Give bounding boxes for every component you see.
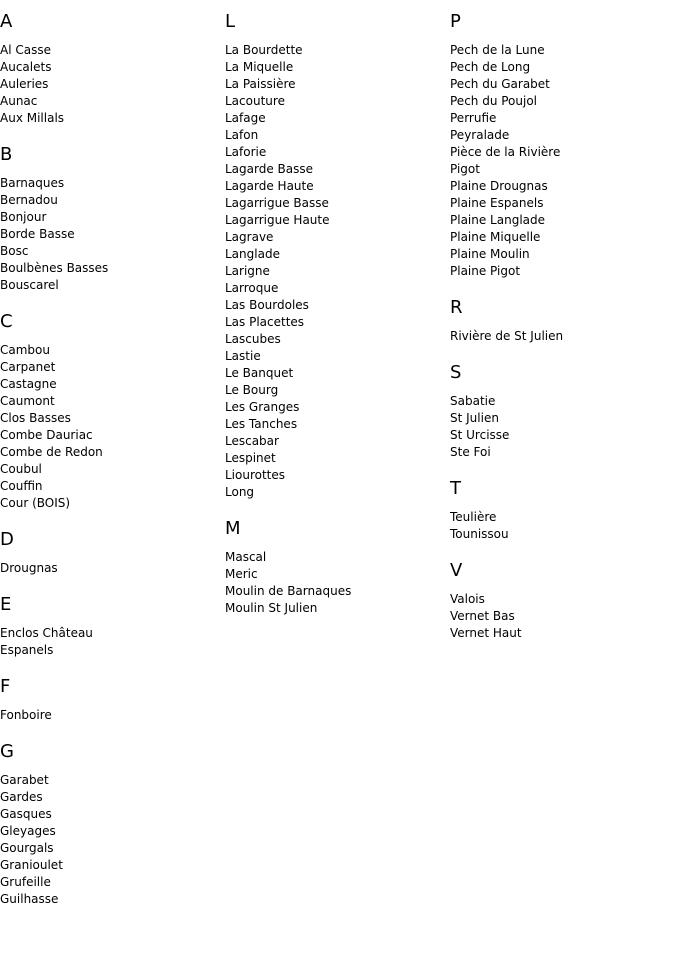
- place-name: Cambou: [0, 343, 50, 357]
- place-name-list: [0, 772, 220, 908]
- place-name: Drougnas: [0, 561, 58, 575]
- letter-section: [0, 677, 220, 724]
- place-name: Pièce de la Rivière: [450, 145, 561, 159]
- place-name: Gleyages: [0, 824, 56, 838]
- place-name: Clos Basses: [0, 411, 71, 425]
- place-name: Auleries: [0, 77, 49, 91]
- letter-section: [450, 479, 670, 543]
- place-name: Lastie: [225, 349, 261, 363]
- place-name: Grufeille: [0, 875, 51, 889]
- place-name: La Miquelle: [225, 60, 294, 74]
- place-name: Pech de la Lune: [450, 43, 545, 57]
- place-name: Long: [225, 485, 255, 499]
- place-name: Boulbènes Basses: [0, 261, 109, 275]
- place-name: Barnaques: [0, 176, 65, 190]
- place-name-list: [0, 342, 220, 512]
- place-name: Gourgals: [0, 841, 54, 855]
- letter-section: [0, 12, 220, 127]
- section-letter-heading: R: [450, 297, 463, 318]
- place-name: Cour (BOIS): [0, 496, 71, 510]
- letter-section: [0, 595, 220, 659]
- place-name: Gasques: [0, 807, 52, 821]
- place-name: Aux Millals: [0, 111, 65, 125]
- place-name-list: [0, 175, 220, 294]
- place-name: Moulin St Julien: [225, 601, 318, 615]
- place-name: Lagrave: [225, 230, 274, 244]
- place-name-list: [0, 707, 220, 724]
- place-name: Castagne: [0, 377, 57, 391]
- place-name: La Bourdette: [225, 43, 303, 57]
- place-name: Plaine Drougnas: [450, 179, 548, 193]
- letter-section: [0, 530, 220, 577]
- place-name: Fonboire: [0, 708, 52, 722]
- letter-section: [225, 519, 445, 617]
- section-letter-heading: S: [450, 362, 462, 383]
- index-column: [450, 12, 670, 660]
- place-name: Lafage: [225, 111, 266, 125]
- place-name: Lafon: [225, 128, 259, 142]
- place-name: Peyralade: [450, 128, 510, 142]
- letter-section: [450, 12, 670, 280]
- place-name: Moulin de Barnaques: [225, 584, 352, 598]
- letter-section: [225, 12, 445, 501]
- place-name: Coubul: [0, 462, 42, 476]
- section-letter-heading: V: [450, 560, 463, 581]
- place-name: Lagarde Haute: [225, 179, 314, 193]
- place-name: Gardes: [0, 790, 43, 804]
- place-name: Bernadou: [0, 193, 58, 207]
- place-name: Plaine Pigot: [450, 264, 521, 278]
- place-name: Carpanet: [0, 360, 56, 374]
- place-name: Bouscarel: [0, 278, 59, 292]
- place-name-list: [0, 42, 220, 127]
- place-name: Lagarde Basse: [225, 162, 314, 176]
- place-name: Plaine Langlade: [450, 213, 546, 227]
- place-name-list: [450, 591, 670, 642]
- place-name: Lagarrigue Basse: [225, 196, 329, 210]
- place-name-list: [225, 42, 445, 501]
- place-name: Guilhasse: [0, 892, 59, 906]
- place-name: Plaine Moulin: [450, 247, 530, 261]
- place-name: Al Casse: [0, 43, 51, 57]
- place-name: Pech de Long: [450, 60, 531, 74]
- place-name: Vernet Bas: [450, 609, 515, 623]
- place-name: Pech du Garabet: [450, 77, 550, 91]
- place-name: Enclos Château: [0, 626, 93, 640]
- place-name: Lescabar: [225, 434, 279, 448]
- place-name: Caumont: [0, 394, 55, 408]
- place-name: Las Placettes: [225, 315, 305, 329]
- place-name: Liourottes: [225, 468, 286, 482]
- section-letter-heading: P: [450, 11, 461, 32]
- place-name: Lespinet: [225, 451, 276, 465]
- place-name: Mascal: [225, 550, 267, 564]
- letter-section: [450, 298, 670, 345]
- place-name: Laforie: [225, 145, 267, 159]
- section-letter-heading: T: [450, 478, 461, 499]
- place-name-list: [0, 560, 220, 577]
- place-name-list: [225, 549, 445, 617]
- section-letter-heading: F: [0, 676, 11, 697]
- place-name: Le Bourg: [225, 383, 279, 397]
- place-name: La Paissière: [225, 77, 296, 91]
- place-name: Ste Foi: [450, 445, 491, 459]
- place-name: Perrufie: [450, 111, 497, 125]
- place-name: Meric: [225, 567, 258, 581]
- place-name: Plaine Espanels: [450, 196, 544, 210]
- place-name: Vernet Haut: [450, 626, 522, 640]
- place-name: Aucalets: [0, 60, 52, 74]
- place-name: St Julien: [450, 411, 499, 425]
- place-name: Lagarrigue Haute: [225, 213, 330, 227]
- place-name-list: [450, 509, 670, 543]
- place-name: Bonjour: [0, 210, 47, 224]
- place-name: Lacouture: [225, 94, 285, 108]
- place-name: Couffin: [0, 479, 43, 493]
- letter-section: [0, 742, 220, 908]
- place-name-list: [450, 42, 670, 280]
- place-name-list: [0, 625, 220, 659]
- place-name: Garabet: [0, 773, 49, 787]
- letter-section: [0, 145, 220, 294]
- index-column: [225, 12, 445, 635]
- section-letter-heading: A: [0, 11, 13, 32]
- place-name: Larroque: [225, 281, 279, 295]
- place-name: Sabatie: [450, 394, 496, 408]
- letter-section: [450, 363, 670, 461]
- section-letter-heading: D: [0, 529, 14, 550]
- place-name: Borde Basse: [0, 227, 75, 241]
- place-name-list: [450, 393, 670, 461]
- place-name: Rivière de St Julien: [450, 329, 564, 343]
- place-name: Les Granges: [225, 400, 300, 414]
- place-name-list: [450, 328, 670, 345]
- place-name: Larigne: [225, 264, 270, 278]
- place-name: Espanels: [0, 643, 54, 657]
- place-name: Combe de Redon: [0, 445, 103, 459]
- place-name: Teulière: [450, 510, 497, 524]
- section-letter-heading: L: [225, 11, 236, 32]
- place-name: Tounissou: [450, 527, 509, 541]
- place-name: Combe Dauriac: [0, 428, 93, 442]
- place-name: Lascubes: [225, 332, 281, 346]
- section-letter-heading: E: [0, 594, 12, 615]
- place-name: Pigot: [450, 162, 480, 176]
- section-letter-heading: C: [0, 311, 13, 332]
- place-name: Valois: [450, 592, 485, 606]
- section-letter-heading: M: [225, 518, 241, 539]
- letter-section: [450, 561, 670, 642]
- place-name: Langlade: [225, 247, 280, 261]
- place-name: Le Banquet: [225, 366, 294, 380]
- place-name: Bosc: [0, 244, 29, 258]
- index-column: [0, 12, 220, 926]
- place-name: Las Bourdoles: [225, 298, 309, 312]
- place-name: St Urcisse: [450, 428, 510, 442]
- place-name: Les Tanches: [225, 417, 298, 431]
- section-letter-heading: B: [0, 144, 13, 165]
- letter-section: [0, 312, 220, 512]
- place-name: Pech du Poujol: [450, 94, 538, 108]
- place-name: Aunac: [0, 94, 38, 108]
- place-name: Plaine Miquelle: [450, 230, 541, 244]
- place-name: Granioulet: [0, 858, 63, 872]
- section-letter-heading: G: [0, 741, 14, 762]
